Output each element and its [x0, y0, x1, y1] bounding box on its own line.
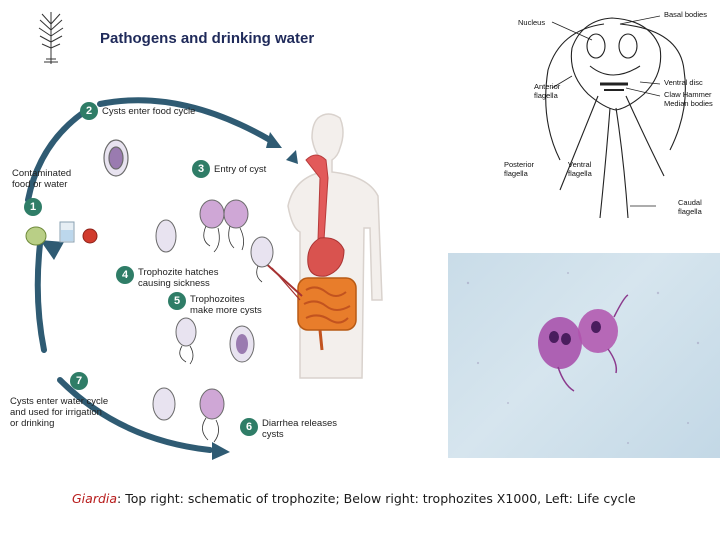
label-caudal-flagella: Caudal flagella — [678, 198, 702, 216]
food-items — [26, 222, 97, 245]
step-number: 1 — [24, 198, 42, 216]
step-number: 4 — [116, 266, 134, 284]
step-number: 3 — [192, 160, 210, 178]
label-basal-bodies: Basal bodies — [664, 10, 707, 19]
label-make-more-cysts: Trophozoites make more cysts — [190, 294, 262, 316]
label-trophozoite-hatches: Trophozite hatches causing sickness — [138, 267, 219, 289]
label-claw-hammer: Claw Hammer Median bodies — [664, 90, 713, 108]
label-entry-of-cyst: Entry of cyst — [214, 164, 267, 175]
cyst-bottom — [153, 388, 224, 442]
arrow-head — [266, 132, 282, 148]
trophozoite-micrograph — [448, 253, 720, 458]
arrow-head — [212, 442, 230, 460]
intestine-shape — [298, 278, 356, 330]
step-number: 5 — [168, 292, 186, 310]
step-number: 6 — [240, 418, 258, 436]
label-anterior-flagella: Anterior flagella — [534, 82, 561, 100]
flagella — [600, 108, 610, 218]
figure-caption — [72, 491, 636, 506]
arrow-head — [286, 150, 298, 164]
trophozoite-schematic — [500, 0, 720, 225]
trophozoite-group — [176, 318, 254, 364]
label-ventral-disc: Ventral disc — [664, 78, 703, 87]
label-ventral-flagella: Ventral flagella — [568, 160, 592, 178]
caption-text: : Top right: schematic of trophozite; Below right: trophozites X1000, Left: Life cycle — [117, 491, 636, 506]
cyst-top — [104, 140, 128, 176]
flagella — [616, 108, 628, 218]
micrograph-image — [448, 253, 720, 458]
step-number: 2 — [80, 102, 98, 120]
nucleus-left — [587, 34, 605, 58]
stained-trophozoite — [578, 295, 628, 373]
step-number: 7 — [70, 372, 88, 390]
cell-outline — [571, 18, 660, 110]
label-water-cycle: Cysts enter water cycle and used for irrigation or drinking — [10, 396, 109, 429]
label-nucleus: Nucleus — [518, 18, 546, 27]
flagella — [620, 24, 685, 150]
nucleus-right — [619, 34, 637, 58]
page-title: Pathogens and drinking water — [100, 30, 315, 47]
label-contaminated: Contaminated food or water — [12, 168, 72, 190]
label-posterior-flagella: Posterior flagella — [504, 160, 535, 178]
stained-trophozoite — [538, 317, 582, 391]
flagella — [626, 96, 664, 176]
label-cysts-enter-food: Cysts enter food cycle — [102, 106, 196, 117]
arrow-head — [40, 240, 64, 260]
caption-genus: Giardia — [72, 491, 118, 506]
label-diarrhea: Diarrhea releases cysts — [262, 418, 337, 440]
plant-logo — [34, 4, 68, 66]
